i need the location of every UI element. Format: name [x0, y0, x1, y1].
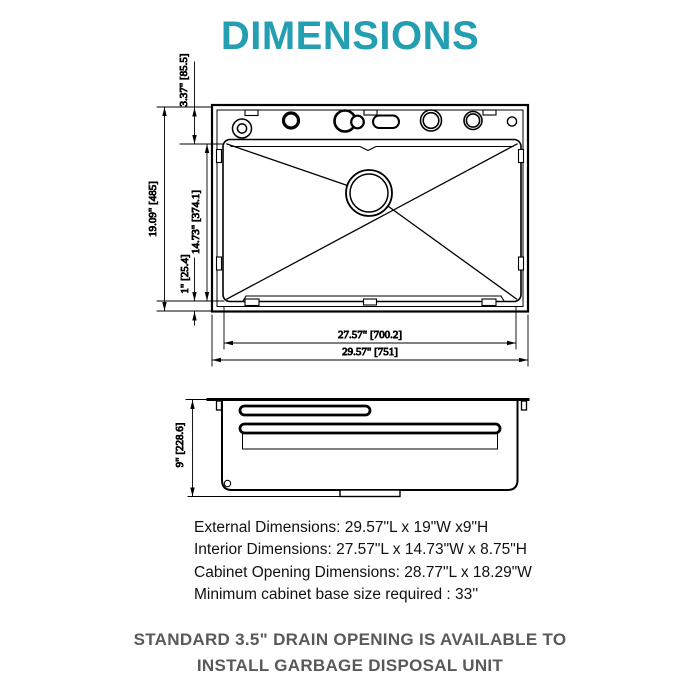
spec-min-cabinet: Minimum cabinet base size required : 33'' [194, 586, 479, 604]
label-deck-depth: 3.37" [85.5] [178, 53, 190, 107]
top-view-drawing [147, 53, 528, 366]
mount-clip-top-mid [364, 110, 377, 115]
mount-clip-top-right [483, 110, 496, 115]
label-interior-length: 27.57" [700.2] [337, 329, 403, 341]
deck-hole-tiny [507, 117, 516, 126]
drain-outer [346, 170, 392, 216]
spec-interior: Interior Dimensions: 27.57"L x 14.73"W x 8.75"H [194, 541, 527, 559]
label-bottom-rim: 1" [25.4] [179, 254, 191, 294]
drain-stub [340, 490, 400, 497]
front-ledge-rail [240, 424, 500, 433]
spec-text-block [194, 517, 532, 607]
deck-hole-small-ring [233, 119, 252, 138]
bottom-clip-mid [364, 299, 377, 305]
faucet-hole-lobe [351, 116, 364, 129]
label-exterior-height: 19.09" [485] [147, 181, 159, 237]
corner-detail-circle [224, 480, 230, 486]
side-tab-right-1 [519, 150, 524, 163]
label-exterior-length: 29.57" [751] [342, 346, 398, 358]
basin [217, 140, 524, 306]
deck-slot [373, 116, 399, 129]
drain-note-line1: STANDARD 3.5" DRAIN OPENING IS AVAILABLE TO [133, 630, 567, 649]
flange-tab-right [522, 401, 527, 410]
label-side-height: 9" [228.6] [174, 422, 186, 468]
page-title: DIMENSIONS [220, 14, 480, 58]
spec-cabinet-opening: Cabinet Opening Dimensions: 28.77"L x 18.29"W [194, 563, 532, 581]
drain-note-line2: INSTALL GARBAGE DISPOSAL UNIT [196, 655, 504, 675]
basin-diagonal-tl [227, 144, 348, 186]
side-tab-left-1 [217, 150, 222, 163]
bottom-clip-right [482, 299, 496, 306]
side-tab-right-2 [519, 257, 524, 270]
basin-top-ledge-line [231, 147, 513, 151]
drain-note [0, 627, 700, 678]
label-interior-width: 14.73" [374.1] [190, 189, 202, 255]
ledge-step [243, 434, 498, 450]
deck-hole-bold [284, 113, 299, 128]
faucet-deck-holes [233, 110, 517, 138]
top-view-dimensions [147, 53, 528, 366]
mount-clip-top-left [245, 110, 258, 116]
side-view-drawing [174, 400, 528, 497]
basin-diagonal-bl-tr [227, 144, 517, 299]
bottom-clip-left [245, 299, 259, 306]
rear-ledge-rail [240, 406, 370, 415]
side-tab-left-2 [217, 257, 222, 270]
spec-external: External Dimensions: 29.57"L x 19"W x9"H [194, 519, 489, 536]
basin-diagonal-br [389, 207, 517, 300]
flange-tab-left [217, 401, 222, 410]
